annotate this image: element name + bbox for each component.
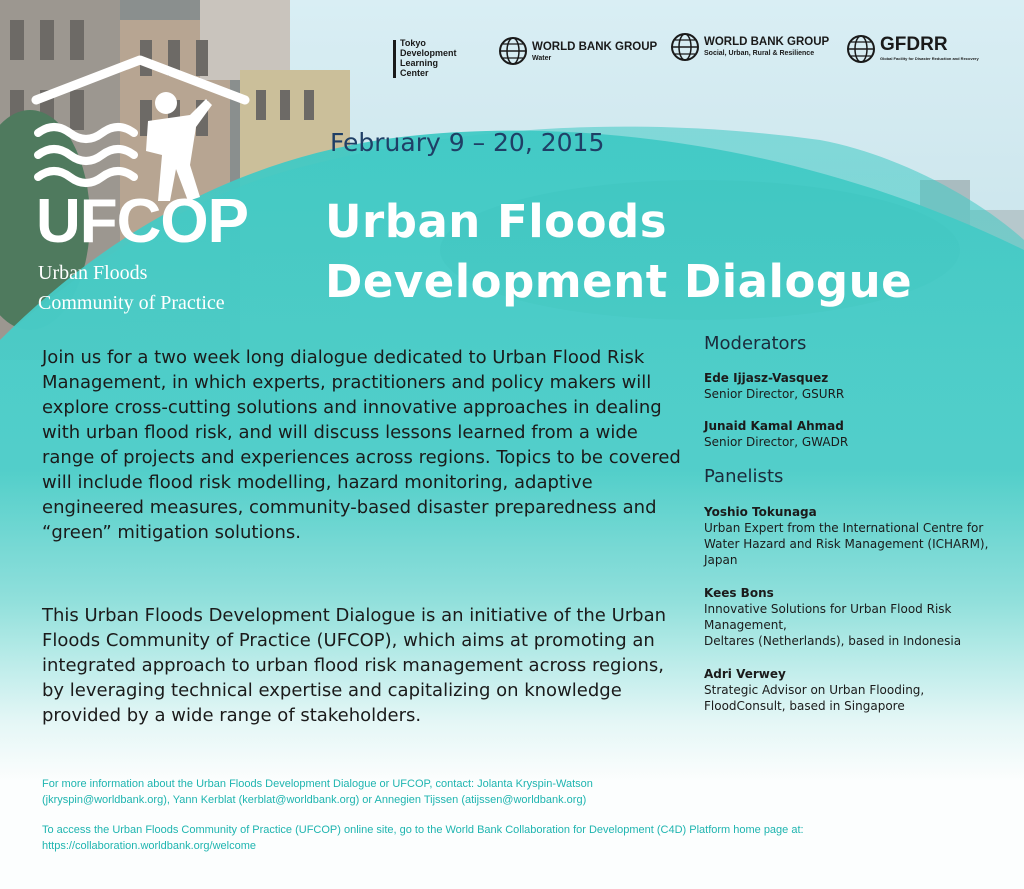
access-line1: To access the Urban Floods Community of Practice (UFCOP) online site, go to the World Bank Collaboration for Development (C4D) Platform home page at: (42, 824, 804, 836)
moderator-name: Ede Ijjasz-Vasquez (704, 371, 829, 385)
panelist-name: Kees Bons (704, 586, 774, 600)
panelist-entry (704, 585, 1004, 649)
tokyo-divider (393, 40, 396, 78)
event-title-line1: Urban Floods (325, 195, 668, 248)
moderator-entry (704, 418, 1004, 450)
tokyo-line1: Tokyo (400, 38, 426, 48)
event-title (325, 192, 912, 312)
intro-paragraph: Join us for a two week long dialogue dedicated to Urban Flood Risk Management, in which experts, practitioners and policy makers will explore cross-cutting solutions and innovative approaches in dealing with urban flood risk, and will discuss lessons learned from a wide range of projects and experiences across regions. Topics to be covered will include flood risk modelling, hazard monitoring, adaptive engineered measures, community-based disaster preparedness and “green” mitigation solutions. (42, 347, 681, 543)
panelist-entry (704, 504, 1004, 568)
ufcop-emblem-icon (30, 55, 260, 205)
panelist-name: Adri Verwey (704, 667, 786, 681)
wbg-water-name: WORLD BANK GROUP (532, 41, 658, 53)
panelist-affiliation: Deltares (Netherlands), based in Indonesia (704, 634, 962, 648)
panelist-role: Urban Expert from the International Centre for Water Hazard and Risk Management (ICHARM), Japan (704, 521, 989, 567)
tokyo-dlc-logo (400, 38, 457, 78)
panelist-role: Innovative Solutions for Urban Flood Risk Management, (704, 602, 952, 632)
moderator-role: Senior Director, GSURR (704, 387, 845, 401)
access-url-link[interactable]: https://collaboration.worldbank.org/welcome (42, 840, 257, 852)
ufcop-acronym: UFCOP (36, 187, 248, 256)
gfdrr-sub: Global Facility for Disaster Reduction and Recovery (880, 56, 979, 61)
tokyo-line3: Learning (400, 58, 439, 68)
ufcop-name-line1: Urban Floods (38, 262, 148, 284)
moderator-name: Junaid Kamal Ahmad (704, 419, 844, 433)
panelist-entry (704, 666, 1004, 714)
wbg-water-sub: Water (532, 55, 552, 62)
contact-info (42, 776, 902, 808)
ufcop-name-line2: Community of Practice (38, 292, 225, 314)
gfdrr-name: GFDRR (880, 34, 948, 55)
wbg-social-logo (670, 32, 840, 64)
tokyo-line4: Center (400, 68, 429, 78)
access-info (42, 822, 902, 854)
wbg-social-sub: Social, Urban, Rural & Resilience (704, 50, 815, 57)
globe-icon (498, 36, 528, 66)
wbg-water-logo (498, 36, 668, 68)
event-date: February 9 – 20, 2015 (330, 128, 605, 157)
tokyo-line2: Development (400, 48, 457, 58)
wbg-social-name: WORLD BANK GROUP (704, 36, 830, 48)
contact-line1: For more information about the Urban Floods Development Dialogue or UFCOP, contact: Jolanta Kryspin-Watson (42, 778, 593, 790)
event-title-line2: Development Dialogue (325, 255, 913, 308)
moderator-role: Senior Director, GWADR (704, 435, 849, 449)
globe-icon (670, 32, 700, 62)
contact-line2: (jkryspin@worldbank.org), Yann Kerblat (kerblat@worldbank.org) or Annegien Tijssen (atijssen@worldbank.org) (42, 794, 587, 806)
gfdrr-logo (846, 34, 1006, 68)
panelists-heading: Panelists (704, 466, 784, 487)
moderator-entry (704, 370, 1004, 402)
initiative-paragraph: This Urban Floods Development Dialogue is an initiative of the Urban Floods Community of Practice (UFCOP), which aims at promoting an integrated approach to urban flood risk management across regions, by leveraging technical expertise and capitalizing on knowledge provided by a wide range of stakeholders. (42, 605, 667, 726)
panelist-name: Yoshio Tokunaga (704, 505, 817, 519)
globe-icon (846, 34, 876, 64)
moderators-heading: Moderators (704, 333, 807, 354)
panelist-affiliation: FloodConsult, based in Singapore (704, 699, 905, 713)
panelist-role: Strategic Advisor on Urban Flooding, (704, 683, 925, 697)
